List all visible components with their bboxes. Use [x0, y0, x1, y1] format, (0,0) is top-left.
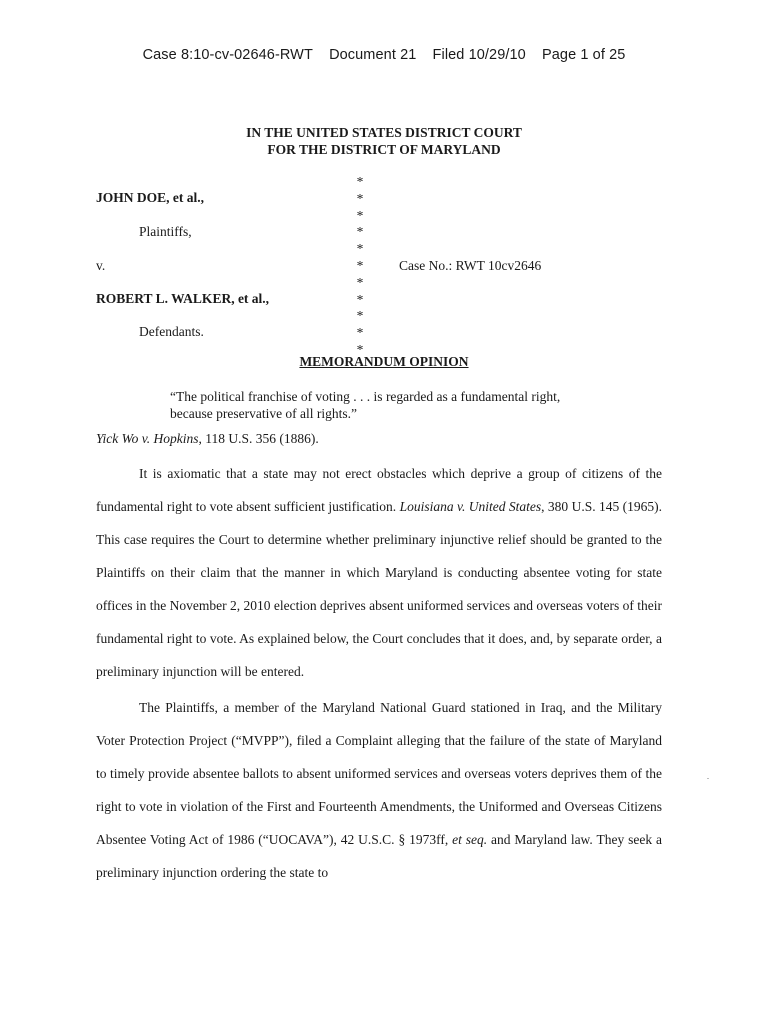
- paragraph-1-text-b: , 380 U.S. 145 (1965). This case requires the Court to determine whether preliminary injunctive relief should be granted to the Plaintiffs on their claim that the manner in which Maryland is conducting absentee voting for state offices in the November 2, 2010 election deprives absent uniformed services and overseas voters of their fundamental right to vote. As explained below, the Court concludes that it does, and, by separate order, a preliminary injunction will be entered.: [96, 499, 662, 679]
- court-title-line-2: FOR THE DISTRICT OF MARYLAND: [267, 142, 501, 157]
- citation-case-name: Yick Wo v. Hopkins: [96, 431, 199, 446]
- paragraph-2-et-seq: et seq.: [452, 832, 488, 847]
- ecf-header: [0, 47, 768, 63]
- memorandum-title: MEMORANDUM OPINION: [299, 354, 469, 369]
- page-indicator: Page 1 of 25: [542, 47, 626, 63]
- filed-date: Filed 10/29/10: [432, 47, 526, 63]
- paragraph-1-text-a: It is axiomatic that a state may not erect obstacles which deprive a group of citizens of the fundamental right to vote absent sufficient justification.: [96, 466, 662, 514]
- court-title: [0, 124, 768, 158]
- caption-asterisk: *: [356, 241, 364, 257]
- document-number: Document 21: [329, 47, 417, 63]
- defendant-name: ROBERT L. WALKER, et al.,: [96, 291, 270, 306]
- caption-asterisk: *: [356, 325, 364, 341]
- plaintiff-role: Plaintiffs,: [139, 224, 192, 239]
- plaintiff-name: JOHN DOE, et al.,: [96, 190, 204, 205]
- defendant-role: Defendants.: [139, 324, 204, 339]
- caption-asterisk: *: [356, 308, 364, 324]
- caption-asterisk: *: [356, 224, 364, 240]
- caption-asterisk: *: [356, 207, 364, 223]
- paragraph-2-text-b: and Maryland law. They seek a preliminary injunction ordering the state to: [96, 832, 662, 880]
- caption-asterisk: *: [356, 190, 364, 206]
- versus-label: v.: [96, 258, 106, 273]
- epigraph-citation: [96, 431, 319, 447]
- case-number-header: Case 8:10-cv-02646-RWT: [142, 47, 313, 63]
- caption-asterisk: *: [356, 174, 364, 189]
- case-number: Case No.: RWT 10cv2646: [399, 258, 542, 273]
- caption-asterisk: *: [356, 291, 364, 307]
- caption-asterisk: *: [356, 274, 364, 290]
- paragraph-1: [96, 457, 662, 688]
- epigraph-quote: “The political franchise of voting . . . is regarded as a fundamental right, because preservative of all rights.”: [170, 389, 561, 421]
- paragraph-2-text-a: The Plaintiffs, a member of the Maryland National Guard stationed in Iraq, and the Military Voter Protection Project (“MVPP”), filed a Complaint alleging that the failure of the state of Maryland to timely provide absentee ballots to absent uniformed services and overseas voters deprives them of the right to vote in violation of the First and Fourteenth Amendments, the Uniformed and Overseas Citizens Absentee Voting Act of 1986 (“UOCAVA”), 42 U.S.C. § 1973ff,: [96, 700, 662, 847]
- scan-speck: [707, 778, 709, 779]
- caption-asterisk-column: [354, 174, 366, 359]
- court-title-line-1: IN THE UNITED STATES DISTRICT COURT: [246, 125, 522, 140]
- caption-asterisk: *: [356, 341, 364, 357]
- caption-asterisk: *: [356, 257, 364, 273]
- paragraph-1-case-name: Louisiana v. United States: [399, 499, 542, 514]
- citation-reporter: , 118 U.S. 356 (1886).: [198, 431, 319, 446]
- paragraph-2: [96, 691, 662, 889]
